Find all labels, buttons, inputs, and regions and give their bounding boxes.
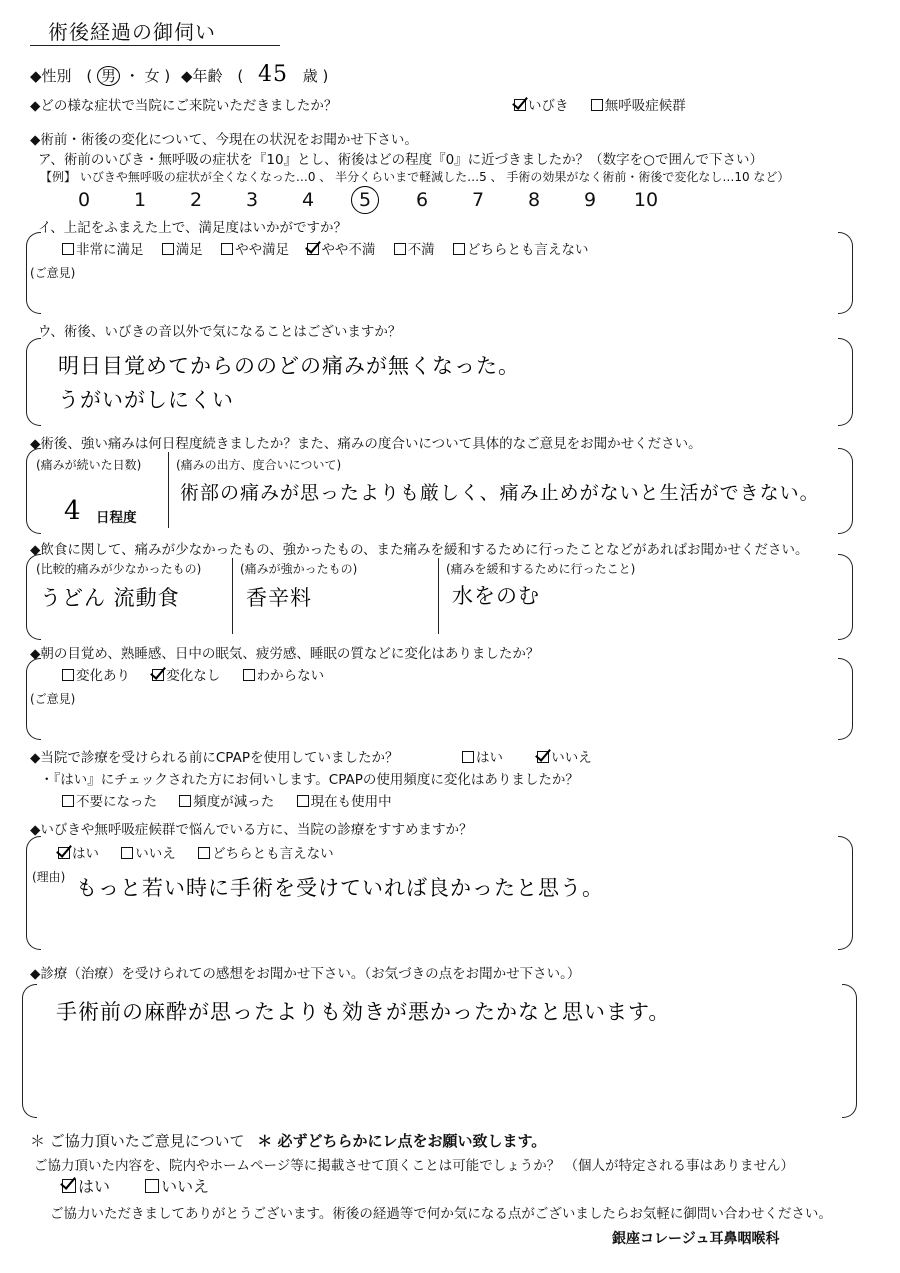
scale-option[interactable]: 3 — [245, 189, 259, 211]
checkbox-icon — [198, 847, 210, 859]
scale-option[interactable]: 8 — [527, 189, 541, 211]
sleep-question: ◆朝の目覚め、熟睡感、日中の眠気、疲労感、睡眠の質などに変化はありましたか？ — [30, 646, 540, 662]
food-col1-label: (比較的痛みが少なかったもの) — [36, 562, 202, 576]
checkbox-icon — [537, 751, 549, 763]
sex-label: ◆性別 — [30, 67, 72, 85]
checkbox-icon — [394, 243, 406, 255]
satisfaction-opinion-label: (ご意見) — [30, 266, 76, 280]
pain-divider — [168, 452, 169, 528]
footer-publish-question: ご協力頂いた内容を、院内やホームページ等に掲載させて頂くことは可能でしょうか？ （個人が特定される事はありません） — [34, 1158, 795, 1174]
satisfaction-option[interactable]: 不満 — [394, 238, 435, 258]
scale-option[interactable]: 7 — [471, 189, 485, 211]
change-header: ◆術前・術後の変化について、今現在の状況をお聞かせ下さい。 — [30, 132, 418, 148]
food-col2-answer[interactable]: 香辛料 — [246, 586, 312, 610]
change-scale — [56, 186, 674, 214]
checkbox-icon — [62, 1179, 76, 1193]
satisfaction-options — [62, 238, 606, 258]
symptom-option-snoring[interactable]: いびき — [514, 94, 569, 114]
recommend-option[interactable]: いいえ — [121, 842, 176, 862]
impression-bracket-left — [22, 984, 37, 1118]
recommend-reason-label: (理由) — [32, 870, 66, 884]
pain-degree-label: (痛みの出方、度合いについて) — [176, 458, 342, 472]
cpap-sub-options — [62, 790, 410, 810]
checkbox-icon — [145, 1179, 159, 1193]
footer-coop-label: ＊ ご協力頂いたご意見について — [30, 1132, 245, 1150]
cpap-options — [462, 746, 610, 766]
cpap-option-yes[interactable]: はい — [462, 746, 503, 766]
scale-option[interactable]: 4 — [301, 189, 315, 211]
other-bracket-right — [838, 338, 853, 426]
food-col2-label: (痛みが強かったもの) — [240, 562, 358, 576]
scale-option[interactable]: 9 — [583, 189, 597, 211]
checkbox-icon — [62, 243, 74, 255]
scale-option[interactable]: 1 — [133, 189, 147, 211]
sleep-opinion-label: (ご意見) — [30, 692, 76, 706]
pain-degree-answer[interactable]: 術部の痛みが思ったよりも厳しく、痛み止めがないと生活ができない。 — [180, 482, 820, 504]
sex-open-paren: ( — [86, 67, 93, 85]
recommend-question: ◆いびきや無呼吸症候群で悩んでいる方に、当院の診療をすすめますか？ — [30, 822, 473, 838]
publish-option-no[interactable]: いいえ — [145, 1174, 209, 1197]
cpap-sub-question: ・『はい』にチェックされた方にお伺いします。CPAPの使用頻度に変化はありましたか？ — [40, 772, 579, 788]
checkbox-icon — [514, 99, 526, 111]
footer-thanks: ご協力いただきましてありがとうございます。術後の経過等で何か気になる点がございましたらお気軽に御問い合わせください。 — [50, 1206, 832, 1222]
satisfaction-question: イ、上記をふまえた上で、満足度はいかがですか？ — [38, 220, 348, 236]
page-title: 術後経過の御伺い — [48, 20, 216, 44]
pain-days-label: (痛みが続いた日数) — [36, 458, 142, 472]
scale-option[interactable]: 5 — [351, 186, 379, 214]
recommend-bracket-left — [26, 836, 41, 950]
footer-coop-note: ＊ 必ずどちらかにレ点をお願い致します。 — [257, 1132, 547, 1150]
cpap-sub-option[interactable]: 頻度が減った — [179, 790, 274, 810]
checkbox-icon — [179, 795, 191, 807]
sleep-option[interactable]: 変化なし — [152, 664, 220, 684]
scale-option[interactable]: 2 — [189, 189, 203, 211]
sleep-options — [62, 664, 342, 684]
satisfaction-option[interactable]: 非常に満足 — [62, 238, 144, 258]
checkbox-icon — [121, 847, 133, 859]
food-bracket-right — [838, 554, 853, 640]
satisfaction-bracket-right — [838, 232, 853, 314]
pain-days-value[interactable]: 4 — [64, 496, 82, 526]
age-value[interactable]: 45 — [257, 62, 288, 87]
checkbox-icon — [62, 669, 74, 681]
food-col3-label: (痛みを緩和するために行ったこと) — [446, 562, 636, 576]
cpap-sub-option[interactable]: 現在も使用中 — [297, 790, 392, 810]
impression-answer[interactable]: 手術前の麻酔が思ったよりも効きが悪かったかなと思います。 — [56, 1000, 671, 1024]
change-question: ア、術前のいびき・無呼吸の症状を『10』とし、術後はどの程度『0』に近づきましたか？（数字を○で囲んで下さい） — [38, 152, 763, 168]
food-divider-2 — [438, 558, 439, 634]
publish-option-yes[interactable]: はい — [62, 1174, 110, 1197]
sleep-bracket-right — [838, 658, 853, 740]
food-col3-answer[interactable]: 水をのむ — [452, 584, 540, 608]
sleep-option[interactable]: わからない — [243, 664, 325, 684]
symptom-option-apnea[interactable]: 無呼吸症候群 — [591, 94, 686, 114]
checkbox-icon — [297, 795, 309, 807]
age-label: ◆年齢 — [181, 67, 223, 85]
checkbox-icon — [162, 243, 174, 255]
food-question: ◆飲食に関して、痛みが少なかったもの、強かったもの、また痛みを緩和するために行ったことなどがあればお聞かせください。 — [30, 542, 809, 558]
scale-option[interactable]: 10 — [633, 189, 659, 211]
scale-option[interactable]: 0 — [77, 189, 91, 211]
cpap-question: ◆当院で診療を受けられる前にCPAPを使用していましたか？ — [30, 750, 399, 766]
sex-close-paren: ) — [164, 67, 171, 85]
profile-row: ◆性別 ( 男 ・ 女 ) ◆年齢 ( 45 歳 ) — [30, 62, 329, 87]
checkbox-icon — [221, 243, 233, 255]
age-unit: 歳 — [302, 67, 318, 85]
checkbox-icon — [58, 847, 70, 859]
recommend-reason-answer[interactable]: もっと若い時に手術を受けていれば良かったと思う。 — [76, 876, 604, 900]
cpap-sub-option[interactable]: 不要になった — [62, 790, 157, 810]
impression-question: ◆診療（治療）を受けられての感想をお聞かせ下さい。（お気づきの点をお聞かせ下さい。） — [30, 966, 581, 982]
satisfaction-option[interactable]: どちらとも言えない — [453, 238, 589, 258]
sex-male-option[interactable]: 男 — [97, 66, 120, 86]
pain-days-unit: 日程度 — [96, 510, 137, 526]
satisfaction-option[interactable]: やや満足 — [221, 238, 289, 258]
food-divider-1 — [232, 558, 233, 634]
other-answer-line2[interactable]: うがいがしにくい — [58, 388, 234, 412]
sex-separator: ・ — [124, 67, 140, 85]
checkbox-icon — [307, 243, 319, 255]
recommend-bracket-right — [838, 836, 853, 950]
pain-question: ◆術後、強い痛みは何日程度続きましたか？また、痛みの度合いについて具体的なご意見をお聞かせください。 — [30, 436, 702, 452]
checkbox-icon — [462, 751, 474, 763]
cpap-option-no[interactable]: いいえ — [537, 746, 592, 766]
checkbox-icon — [243, 669, 255, 681]
checkbox-icon — [62, 795, 74, 807]
checkbox-icon — [152, 669, 164, 681]
other-bracket-left — [26, 338, 41, 426]
footer-coop-row — [30, 1130, 546, 1151]
change-example: 【例】 いびきや無呼吸の症状が全くなくなった…0 、 半分くらいまで軽減した…5 、 手術の効果がなく術前・術後で変化なし…10 など） — [40, 170, 790, 184]
food-col1-answer[interactable]: うどん 流動食 — [40, 586, 180, 610]
recommend-options — [58, 842, 352, 862]
other-answer-line1[interactable]: 明日目覚めてからののどの痛みが無くなった。 — [58, 354, 520, 378]
recommend-option[interactable]: どちらとも言えない — [198, 842, 334, 862]
scale-option[interactable]: 6 — [415, 189, 429, 211]
clinic-name: 銀座コレージュ耳鼻咽喉科 — [612, 1231, 780, 1247]
sleep-option[interactable]: 変化あり — [62, 664, 130, 684]
satisfaction-option[interactable]: 満足 — [162, 238, 203, 258]
checkbox-icon — [453, 243, 465, 255]
footer-publish-options — [62, 1174, 227, 1197]
title-underline — [30, 45, 280, 46]
pain-bracket-right — [838, 448, 853, 534]
recommend-option[interactable]: はい — [58, 842, 99, 862]
satisfaction-option[interactable]: やや不満 — [307, 238, 375, 258]
impression-bracket-right — [842, 984, 857, 1118]
symptom-options — [514, 94, 704, 114]
other-question: ウ、術後、いびきの音以外で気になることはございますか？ — [38, 324, 402, 340]
symptom-question: ◆どの様な症状で当院にご来院いただきましたか？ — [30, 98, 338, 114]
checkbox-icon — [591, 99, 603, 111]
sex-female-option[interactable]: 女 — [144, 67, 160, 85]
